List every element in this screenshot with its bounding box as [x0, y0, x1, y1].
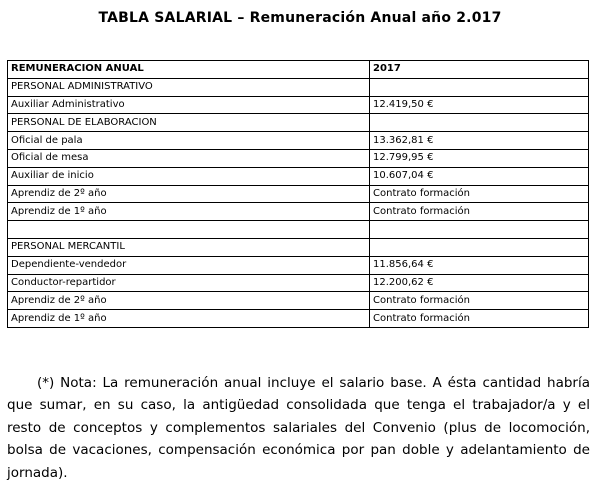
row-label: Aprendiz de 1º año [8, 203, 370, 221]
row-label: Aprendiz de 1º año [8, 310, 370, 328]
footnote: (*) Nota: La remuneración anual incluye el salario base. A ésta cantidad habría que sumar, en su caso, la antigüedad consolidada que tenga el trabajador/a y el resto de conceptos y complementos salariales del Convenio (plus de locomoción, bolsa de vacaciones, compensación económica por pan doble y adelantamiento de jornada). [7, 372, 590, 484]
row-value: 12.799,95 € [370, 149, 589, 167]
table-row [8, 78, 589, 96]
row-label [8, 221, 370, 239]
row-label: Dependiente-vendedor [8, 256, 370, 274]
row-value: 10.607,04 € [370, 167, 589, 185]
row-label: Auxiliar de inicio [8, 167, 370, 185]
table-header-row [8, 61, 589, 79]
table-row [8, 292, 589, 310]
table-row [8, 167, 589, 185]
row-value [370, 78, 589, 96]
row-value: Contrato formación [370, 292, 589, 310]
salary-table [7, 60, 589, 328]
table-row [8, 310, 589, 328]
table-row [8, 256, 589, 274]
row-value: 12.419,50 € [370, 96, 589, 114]
row-label: Auxiliar Administrativo [8, 96, 370, 114]
row-label: Conductor-repartidor [8, 274, 370, 292]
table-row [8, 274, 589, 292]
column-header-category: REMUNERACION ANUAL [8, 61, 370, 79]
row-label: PERSONAL DE ELABORACION [8, 114, 370, 132]
row-label: Aprendiz de 2º año [8, 292, 370, 310]
row-value [370, 114, 589, 132]
row-label: PERSONAL MERCANTIL [8, 238, 370, 256]
table-row [8, 96, 589, 114]
row-value: 13.362,81 € [370, 132, 589, 150]
row-value: 11.856,64 € [370, 256, 589, 274]
row-value: 12.200,62 € [370, 274, 589, 292]
page-title: TABLA SALARIAL – Remuneración Anual año 2.017 [0, 10, 600, 26]
table-row [8, 132, 589, 150]
row-label: Aprendiz de 2º año [8, 185, 370, 203]
column-header-year: 2017 [370, 61, 589, 79]
row-label: Oficial de mesa [8, 149, 370, 167]
row-value [370, 221, 589, 239]
row-label: PERSONAL ADMINISTRATIVO [8, 78, 370, 96]
table-row [8, 221, 589, 239]
table-row [8, 203, 589, 221]
table-row [8, 149, 589, 167]
table-row [8, 114, 589, 132]
table-row [8, 185, 589, 203]
row-value: Contrato formación [370, 185, 589, 203]
row-value: Contrato formación [370, 203, 589, 221]
row-label: Oficial de pala [8, 132, 370, 150]
row-value: Contrato formación [370, 310, 589, 328]
row-value [370, 238, 589, 256]
table-row [8, 238, 589, 256]
